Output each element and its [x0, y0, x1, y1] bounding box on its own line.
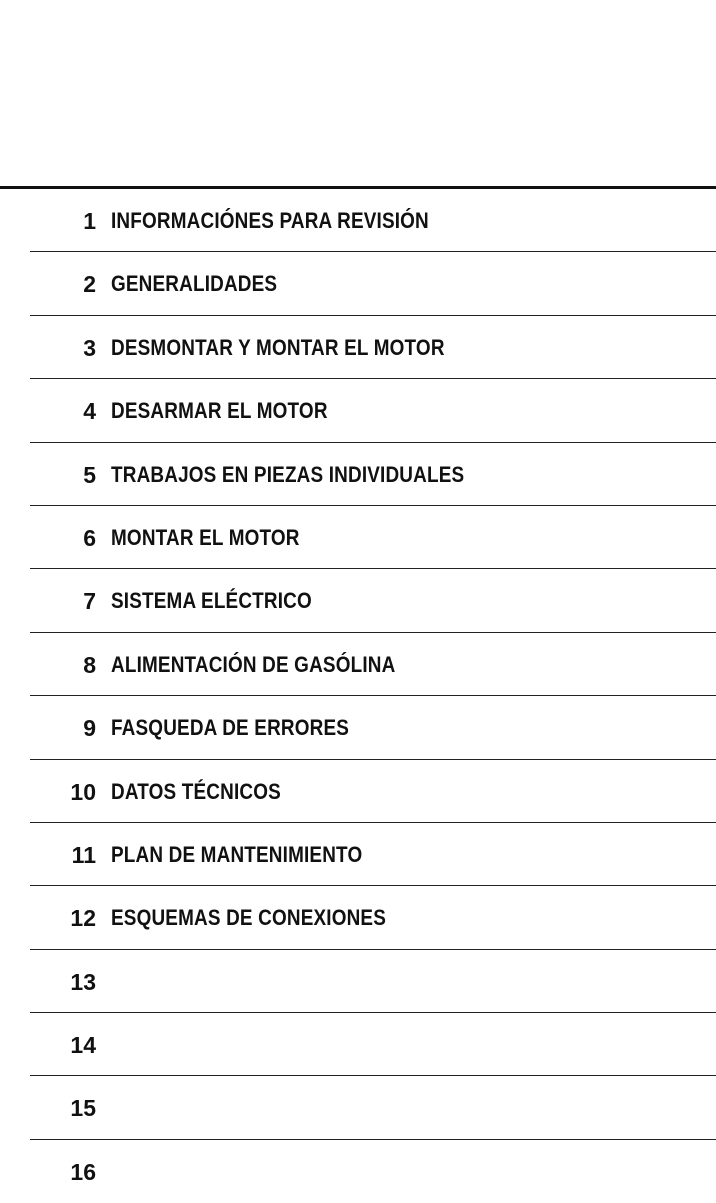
toc-item-number: 12	[70, 905, 96, 932]
toc-item-1[interactable]	[0, 189, 716, 252]
toc-item-6[interactable]	[0, 506, 716, 569]
toc-item-title: INFORMACIÓNES PARA REVISIÓN	[111, 208, 429, 233]
toc-item-title: FASQUEDA DE ERRORES	[111, 715, 350, 741]
toc-item-16[interactable]	[0, 1140, 716, 1203]
toc-item-title: ESQUEMAS DE CONEXIONES	[111, 905, 387, 931]
toc-item-number: 10	[70, 778, 96, 805]
toc-item-title: SISTEMA ELÉCTRICO	[111, 588, 312, 614]
toc-item-9[interactable]	[0, 696, 716, 759]
table-of-contents	[0, 189, 716, 1203]
toc-item-number: 13	[70, 968, 96, 995]
toc-item-number: 16	[70, 1158, 96, 1185]
toc-item-number: 11	[71, 841, 96, 868]
toc-item-14[interactable]	[0, 1013, 716, 1076]
toc-item-10[interactable]	[0, 760, 716, 823]
toc-item-12[interactable]	[0, 886, 716, 949]
toc-item-number: 15	[70, 1095, 96, 1122]
toc-item-title: GENERALIDADES	[111, 271, 278, 297]
toc-item-number: 7	[83, 588, 96, 615]
toc-item-3[interactable]	[0, 316, 716, 379]
toc-item-title: DATOS TÉCNICOS	[111, 778, 281, 804]
toc-item-5[interactable]	[0, 443, 716, 506]
toc-item-number: 1	[83, 208, 96, 234]
toc-item-number: 5	[83, 461, 96, 488]
toc-item-title: TRABAJOS EN PIEZAS INDIVIDUALES	[111, 461, 465, 487]
toc-item-title: DESMONTAR Y MONTAR EL MOTOR	[111, 334, 445, 360]
toc-item-2[interactable]	[0, 252, 716, 315]
toc-item-number: 2	[83, 271, 96, 298]
toc-item-15[interactable]	[0, 1076, 716, 1139]
toc-item-number: 14	[70, 1032, 96, 1059]
toc-item-7[interactable]	[0, 569, 716, 632]
toc-item-8[interactable]	[0, 633, 716, 696]
toc-item-4[interactable]	[0, 379, 716, 442]
toc-item-number: 3	[83, 334, 96, 361]
toc-item-title: MONTAR EL MOTOR	[111, 524, 300, 550]
toc-item-title: PLAN DE MANTENIMIENTO	[111, 841, 363, 867]
toc-item-title: DESARMAR EL MOTOR	[111, 398, 328, 424]
toc-item-13[interactable]	[0, 950, 716, 1013]
toc-item-11[interactable]	[0, 823, 716, 886]
toc-item-number: 6	[83, 524, 96, 551]
toc-item-number: 9	[83, 715, 96, 742]
toc-item-number: 8	[83, 651, 96, 678]
toc-item-number: 4	[83, 398, 96, 425]
toc-item-title: ALIMENTACIÓN DE GASÓLINA	[111, 651, 396, 677]
